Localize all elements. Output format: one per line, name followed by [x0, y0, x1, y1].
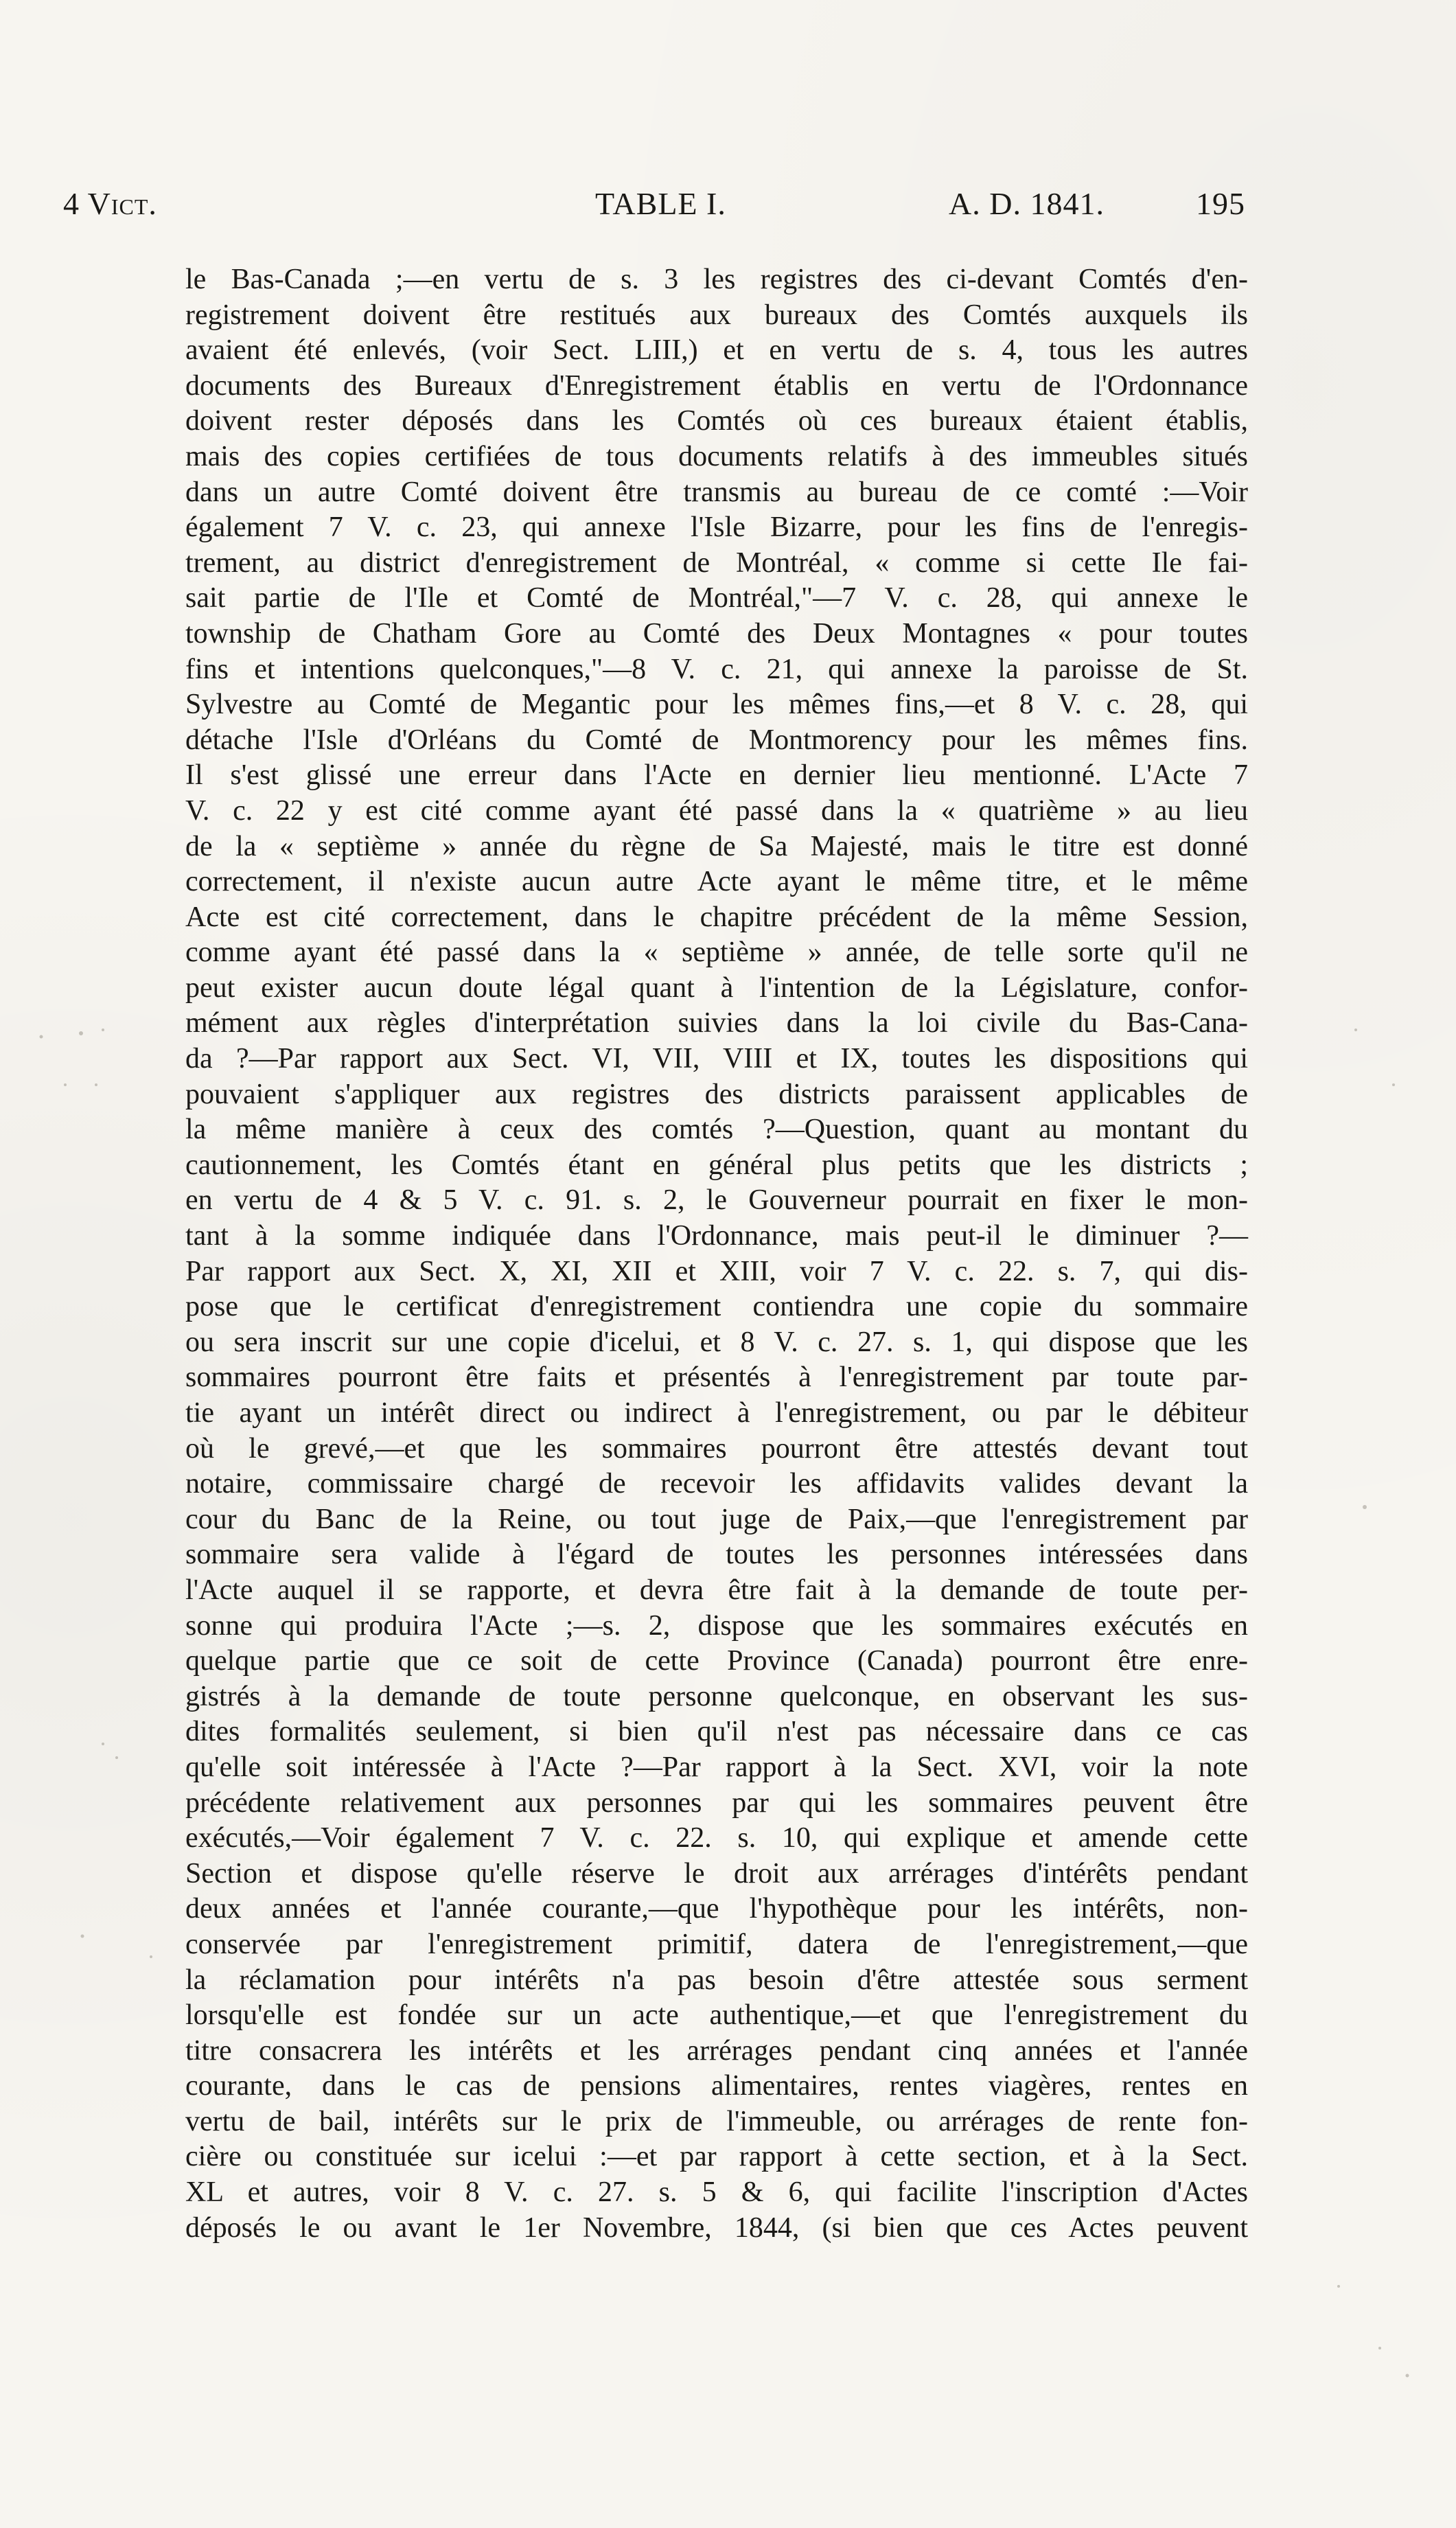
body-text [185, 262, 1248, 2246]
text-line: township de Chatham Gore au Comté des Deux Montagnes « pour toutes [185, 617, 1248, 650]
text-line: Il s'est glissé une erreur dans l'Acte en dernier lieu mentionné. L'Acte 7 [185, 759, 1248, 792]
text-line: sait partie de l'Ile et Comté de Montréal,"—7 V. c. 28, qui annexe le [185, 582, 1248, 614]
text-line: de la « septième » année du règne de Sa Majesté, mais le titre est donné [185, 830, 1248, 862]
text-line: documents des Bureaux d'Enregistrement établis en vertu de l'Ordonnance [185, 369, 1248, 402]
text-line: Acte est cité correctement, dans le chapitre précédent de la même Session, [185, 901, 1248, 933]
page-number: 195 [1196, 186, 1245, 221]
text-line: trement, au district d'enregistrement de Montréal, « comme si cette Ile fai- [185, 547, 1248, 579]
text-line: pouvaient s'appliquer aux registres des districts paraissent applicables de [185, 1078, 1248, 1110]
text-line: V. c. 22 y est cité comme ayant été passé dans la « quatrième » au lieu [185, 794, 1248, 827]
text-line: vertu de bail, intérêts sur le prix de l'immeuble, ou arrérages de rente fon- [185, 2105, 1248, 2137]
text-line: da ?—Par rapport aux Sect. VI, VII, VIII et IX, toutes les dispositions qui [185, 1043, 1248, 1075]
text-line: dites formalités seulement, si bien qu'il n'est pas nécessaire dans ce cas [185, 1716, 1248, 1748]
text-line: fins et intentions quelconques,"—8 V. c. 21, qui annexe la paroisse de St. [185, 653, 1248, 685]
text-line: peut exister aucun doute légal quant à l'intention de la Législature, confor- [185, 972, 1248, 1004]
text-line: Section et dispose qu'elle réserve le droit aux arrérages d'intérêts pendant [185, 1857, 1248, 1889]
text-line: cour du Banc de la Reine, ou tout juge de Paix,—que l'enregistrement par [185, 1503, 1248, 1535]
text-line: sonne qui produira l'Acte ;—s. 2, dispose que les sommaires exécutés en [185, 1609, 1248, 1642]
text-line: la réclamation pour intérêts n'a pas besoin d'être attestée sous serment [185, 1964, 1248, 1996]
text-line: sommaires pourront être faits et présentés à l'enregistrement par toute par- [185, 1361, 1248, 1394]
text-line: gistrés à la demande de toute personne quelconque, en observant les sus- [185, 1680, 1248, 1712]
text-line: courante, dans le cas de pensions alimentaires, rentes viagères, rentes en [185, 2070, 1248, 2102]
text-line: qu'elle soit intéressée à l'Acte ?—Par rapport à la Sect. XVI, voir la note [185, 1751, 1248, 1783]
text-line: tant à la somme indiquée dans l'Ordonnance, mais peut-il le diminuer ?— [185, 1220, 1248, 1252]
text-line: notaire, commissaire chargé de recevoir les affidavits valides devant la [185, 1468, 1248, 1500]
text-line: dans un autre Comté doivent être transmis au bureau de ce comté :—Voir [185, 476, 1248, 508]
text-line: précédente relativement aux personnes par qui les sommaires peuvent être [185, 1786, 1248, 1819]
text-line: avaient été enlevés, (voir Sect. LIII,) et en vertu de s. 4, tous les autres [185, 334, 1248, 367]
text-line: doivent rester déposés dans les Comtés où ces bureaux étaient établis, [185, 405, 1248, 437]
text-line: comme ayant été passé dans la « septième » année, de telle sorte qu'il ne [185, 936, 1248, 969]
text-line: mément aux règles d'interprétation suivies dans la loi civile du Bas-Cana- [185, 1007, 1248, 1039]
text-line: l'Acte auquel il se rapporte, et devra être fait à la demande de toute per- [185, 1574, 1248, 1606]
running-header [63, 185, 1261, 233]
text-line: pose que le certificat d'enregistrement contiendra une copie du sommaire [185, 1291, 1248, 1323]
text-line: sommaire sera valide à l'égard de toutes les personnes intéressées dans [185, 1539, 1248, 1571]
text-line: déposés le ou avant le 1er Novembre, 1844, (si bien que ces Actes peuvent [185, 2211, 1248, 2244]
text-line: exécutés,—Voir également 7 V. c. 22. s. 10, qui explique et amende cette [185, 1822, 1248, 1854]
text-line: en vertu de 4 & 5 V. c. 91. s. 2, le Gouverneur pourrait en fixer le mon- [185, 1184, 1248, 1217]
text-line: correctement, il n'existe aucun autre Acte ayant le même titre, et le même [185, 866, 1248, 898]
text-line: la même manière à ceux des comtés ?—Question, quant au montant du [185, 1114, 1248, 1146]
text-line: mais des copies certifiées de tous documents relatifs à des immeubles situés [185, 440, 1248, 472]
text-line: cautionnement, les Comtés étant en général plus petits que les districts ; [185, 1149, 1248, 1181]
text-line: registrement doivent être restitués aux bureaux des Comtés auxquels ils [185, 299, 1248, 331]
text-line: détache l'Isle d'Orléans du Comté de Montmorency pour les mêmes fins. [185, 724, 1248, 756]
text-line: où le grevé,—et que les sommaires pourront être attestés devant tout [185, 1432, 1248, 1464]
text-line: ou sera inscrit sur une copie d'icelui, et 8 V. c. 27. s. 1, qui dispose que les [185, 1326, 1248, 1358]
text-line: conservée par l'enregistrement primitif, datera de l'enregistrement,—que [185, 1928, 1248, 1960]
text-line: également 7 V. c. 23, qui annexe l'Isle Bizarre, pour les fins de l'enregis- [185, 512, 1248, 544]
text-line: Sylvestre au Comté de Megantic pour les mêmes fins,—et 8 V. c. 28, qui [185, 689, 1248, 721]
text-line: titre consacrera les intérêts et les arrérages pendant cinq années et l'année [185, 2034, 1248, 2067]
header-regnal-year: 4 Vict. [63, 186, 157, 221]
text-line: Par rapport aux Sect. X, XI, XII et XIII, voir 7 V. c. 22. s. 7, qui dis- [185, 1255, 1248, 1287]
text-line: lorsqu'elle est fondée sur un acte authentique,—et que l'enregistrement du [185, 1999, 1248, 2032]
text-line: le Bas-Canada ;—en vertu de s. 3 les registres des ci-devant Comtés d'en- [185, 264, 1248, 295]
text-line: quelque partie que ce soit de cette Province (Canada) pourront être enre- [185, 1645, 1248, 1677]
header-year: A. D. 1841. [949, 186, 1105, 221]
text-line: XL et autres, voir 8 V. c. 27. s. 5 & 6, qui facilite l'inscription d'Actes [185, 2176, 1248, 2209]
text-line: cière ou constituée sur icelui :—et par rapport à cette section, et à la Sect. [185, 2141, 1248, 2173]
header-table-title: TABLE I. [595, 186, 726, 221]
text-line: tie ayant un intérêt direct ou indirect à l'enregistrement, ou par le débiteur [185, 1397, 1248, 1429]
text-line: deux années et l'année courante,—que l'hypothèque pour les intérêts, non- [185, 1893, 1248, 1925]
